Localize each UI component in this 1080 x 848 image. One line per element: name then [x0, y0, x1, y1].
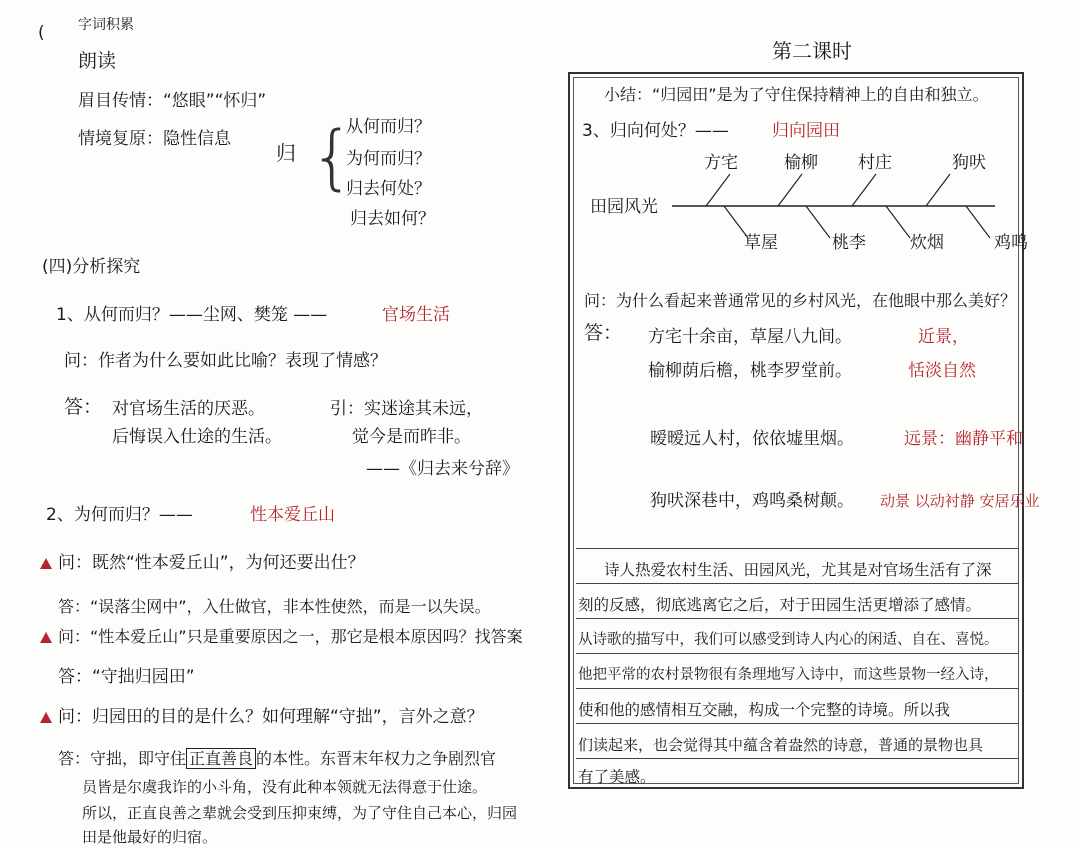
q1-source: ——《归去来兮辞》 [366, 459, 519, 479]
diagram-top-item: 村庄 [858, 153, 892, 173]
paragraph-line: 从诗歌的描写中，我们可以感受到诗人内心的闲适、自在、喜悦。 [578, 632, 999, 648]
question-item: 为何而归？ [346, 149, 431, 169]
answer-a: 答：“误落尘网中”，入仕做官，非本性使然，而是一以失误。 [58, 597, 491, 616]
scene-line: 情境复原：隐性信息 [78, 129, 231, 149]
emotion-line: 眉目传情：“悠眼”“怀归” [78, 91, 267, 111]
q1-quote-2: 觉今是而昨非。 [352, 427, 471, 447]
q2-heading: 2、为何而归？—— [46, 505, 193, 525]
poem-line: 榆柳荫后檐，桃李罗堂前。 [648, 361, 852, 381]
q1-answer-2: 后悔误入仕途的生活。 [112, 427, 282, 447]
paragraph-line: 们读起来，也会觉得其中蕴含着盎然的诗意，普通的景物也具 [578, 736, 984, 754]
q1-quote-1: 引：实迷途其未远， [330, 399, 483, 419]
question-item: 归去如何？ [350, 209, 435, 229]
ruled-line [576, 548, 1018, 549]
margin-mark: ( [38, 23, 45, 43]
read-aloud-heading: 朗读 [78, 50, 117, 72]
ruled-line [576, 688, 1018, 689]
summary-line: 小结：“归园田”是为了守住保持精神上的自由和独立。 [604, 85, 989, 104]
q3-heading: 3、归向何处？—— [582, 121, 729, 141]
gui-char: 归 [276, 141, 296, 165]
answer-c-cont: 。东晋末年权力之争剧烈官 [304, 749, 497, 768]
diagram-bottom-item: 炊烟 [910, 233, 944, 253]
q1-answer-1: 对官场生活的厌恶。 [112, 399, 265, 419]
answer-c-start: 答：守拙，即守住 [58, 749, 187, 768]
diagram-bottom-item: 鸡鸣 [994, 233, 1028, 253]
answer-b: 答：“守拙归园田” [58, 667, 195, 687]
poem-note-red: 恬淡自然 [908, 361, 976, 381]
ruled-line [576, 758, 1018, 759]
paragraph-line: 刻的反感，彻底逃离它之后，对于田园生活更增添了感情。 [578, 596, 982, 614]
q1-question: 问：作者为什么要如此比喻？表现了情感？ [64, 351, 387, 371]
answer-c-line4: 田是他最好的归宿。 [82, 828, 218, 846]
diagram-bottom-item: 桃李 [832, 233, 866, 253]
boxed-keyword: 正直善良 [186, 748, 256, 769]
q2-answer-red: 性本爱丘山 [250, 505, 335, 525]
paragraph-line: 他把平常的农村景物很有条理地写入诗中，而这些景物一经入诗， [578, 667, 999, 683]
poem-line: 狗吠深巷中，鸡鸣桑树颠。 [650, 491, 854, 511]
answer-label: 答： [584, 322, 623, 344]
lesson-title: 第二课时 [772, 39, 852, 63]
poem-note-red: 远景：幽静平和 [904, 429, 1023, 449]
paragraph-line: 使和他的感情相互交融，构成一个完整的诗境。所以我 [578, 701, 951, 719]
ruled-line [576, 653, 1018, 654]
answer-c-line2: 员皆是尔虞我诈的小斗角，没有此种本领就无法得意于仕途。 [82, 778, 488, 796]
q1-answer-red: 官场生活 [382, 305, 450, 325]
paragraph-line: 有了美感。 [578, 768, 656, 786]
question-item: 从何而归？ [346, 117, 431, 137]
question-item: 归去何处？ [346, 179, 431, 199]
question-c: 问：归园田的目的是什么？如何理解“守拙”，言外之意？ [58, 707, 484, 727]
ruled-line [576, 618, 1018, 619]
brace: { [310, 116, 355, 198]
diagram-bottom-item: 草屋 [744, 233, 778, 253]
answer-c-line3: 所以，正直良善之辈就会受到压抑束缚，为了守住自己本心，归园 [82, 804, 518, 822]
ruled-line [576, 723, 1018, 724]
diagram-top-item: 狗吠 [952, 153, 986, 173]
answer-label: 答： [64, 396, 103, 418]
diagram-root: 田园风光 [590, 197, 658, 217]
poem-note-red: 近景， [918, 327, 969, 347]
diagram-top-item: 榆柳 [784, 153, 818, 173]
header-note: 字词积累 [78, 17, 134, 33]
paragraph-line: 诗人热爱农村生活、田园风光，尤其是对官场生活有了深 [604, 561, 992, 579]
ruled-line [576, 583, 1018, 584]
right-question: 问：为什么看起来普通常见的乡村风光，在他眼中那么美好？ [584, 291, 1017, 310]
q1-heading: 1、从何而归？——尘网、樊笼 —— [56, 305, 328, 325]
answer-c-suffix: 的本性 [256, 749, 305, 768]
q3-answer-red: 归向园田 [772, 121, 840, 141]
question-a: 问：既然“性本爱丘山”，为何还要出仕？ [58, 553, 365, 573]
diagram-top-item: 方宅 [704, 153, 738, 173]
poem-note-red: 动景 以动衬静 安居乐业 [880, 492, 1040, 510]
section-heading: (四)分析探究 [42, 257, 141, 277]
question-b: 问：“性本爱丘山”只是重要原因之一，那它是根本原因吗？找答案 [58, 627, 523, 646]
poem-line: 方宅十余亩，草屋八九间。 [648, 327, 852, 347]
poem-line: 暧暧远人村，依依墟里烟。 [650, 429, 854, 449]
